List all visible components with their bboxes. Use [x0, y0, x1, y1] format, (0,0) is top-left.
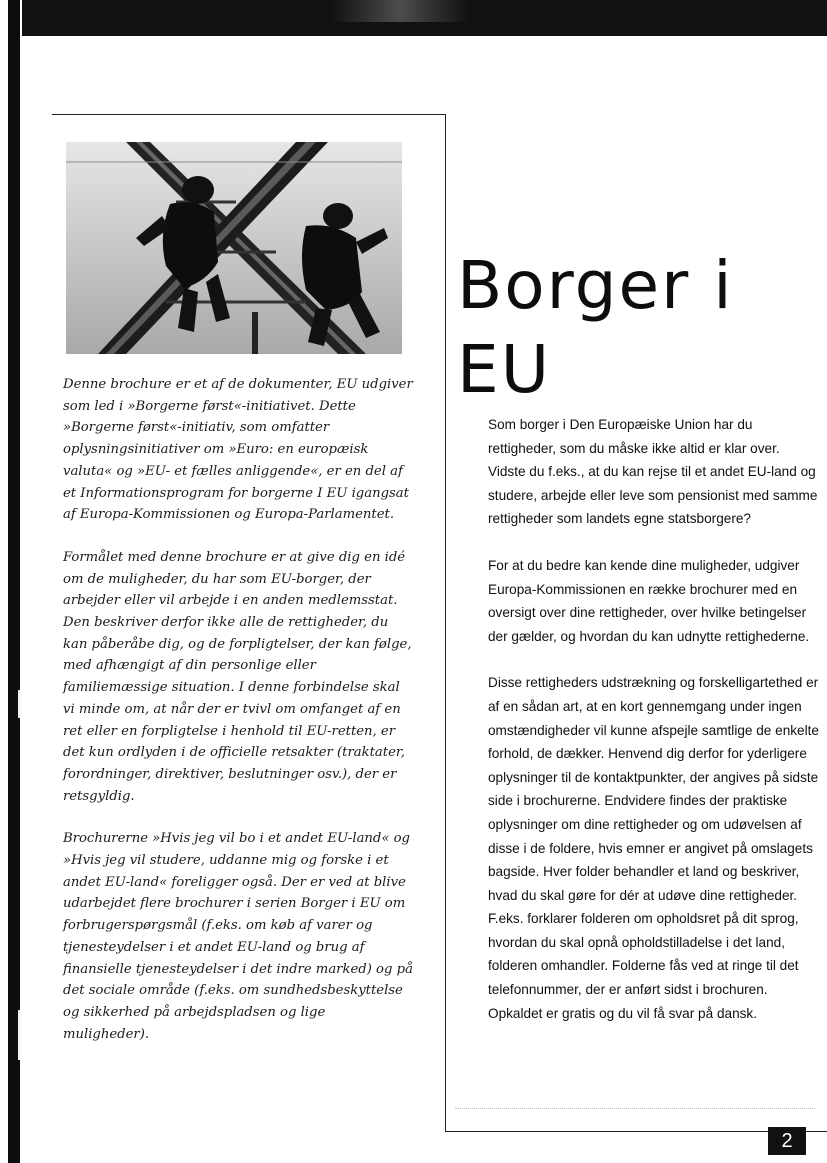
page-title — [457, 244, 817, 412]
footer-rule — [455, 1108, 815, 1109]
frame-top-rule — [52, 114, 446, 115]
intro-paragraph: Formålet med denne brochure er at give dig en idé om de muligheder, du har som EU-borger, der arbejder eller vil arbejde i en anden medlemsstat. Den beskriver derfor ikke alle de rettigheder, du kan påberåbe dig, og de forpligtelser, der kan følge, med afhængigt af din personlige eller familiemæssige situation. I denne forbindelse skal vi minde om, at når der er tvivl om omfanget af en ret eller en forpligtelse i henhold til EU-retten, er det kun ordlyden i de officielle retsakter (traktater, forordninger, direktiver, beslutninger osv.), der er retsgyldig. — [63, 549, 412, 804]
scan-edge-mark — [18, 1010, 21, 1060]
body-paragraph: For at du bedre kan kende dine muligheder, udgiver Europa-Kommissionen en række brochurer med en oversigt over dine rettigheder, over hvilke betingelser der gælder, og hvordan du kan udnytte rettighederne. — [488, 557, 810, 644]
page-number: 2 — [768, 1127, 806, 1155]
climbers-illustration — [66, 142, 402, 354]
body-column — [488, 413, 820, 1048]
scan-edge-mark — [18, 690, 21, 718]
intro-paragraph: Brochurerne »Hvis jeg vil bo i et andet EU-land« og »Hvis jeg vil studere, uddanne mig og forske i et andet EU-land« foreligger også. Der er ved at blive udarbejdet flere brochurer i serien Borger i EU om forbrugerspørgsmål (f.eks. om køb af varer og tjenesteydelser i et andet EU-land og brug af finansielle tjenesteydelser i det indre marked) og på det sociale område (f.eks. om sundhedsbeskyttelse og sikkerhed på arbejdspladsen og lige muligheder). — [63, 831, 413, 1042]
page-title-line: Borger i — [457, 247, 734, 324]
intro-paragraph: Denne brochure er et af de dokumenter, EU udgiver som led i »Borgerne først«-initiativet. Dette »Borgerne først«-initiativ, som omfatter oplysningsinitiativer om »Euro: en europæisk valuta« og »EU- et fælles anliggende«, er en del af et Informationsprogram for borgerne I EU igangsat af Europa-Kommissionen og Europa-Parlamentet. — [63, 377, 413, 523]
column-divider-rule — [445, 114, 446, 1132]
page-title-line: EU — [457, 331, 552, 408]
body-paragraph: Disse rettigheders udstrækning og forskelligartethed er af en sådan art, at en kort gennemgang under ingen omstændigheder vil kunne afspejle samtlige de enkelte forhold, de dækker. Henvend dig derfor for yderligere oplysninger til de kontaktpunkter, der angives på sidste side i brochurerne. Endvidere findes der praktiske oplysninger om dine rettigheder og om udøvelsen af disse i de foldere, hvis emner er angivet på omslagets bagside. Hver folder behandler et land og beskriver, hvad du skal gøre for dér at udøve dine rettigheder. F.eks. forklarer folderen om opholdsret på dit sprog, hvordan du skal opnå opholdstilladelse i det land, folderen omhandler. Folderne fås ved at ringe til det telefonnummer, der er anført sidst i brochuren. Opkaldet er gratis og du vil få svar på dansk. — [488, 675, 819, 1021]
climbers-photo — [66, 142, 402, 354]
intro-column — [63, 374, 413, 1066]
scan-top-edge-fade — [330, 0, 470, 22]
scan-left-edge — [8, 0, 20, 1163]
body-paragraph: Som borger i Den Europæiske Union har du rettigheder, som du måske ikke altid er klar over. Vidste du f.eks., at du kan rejse til et andet EU-land og studere, arbejde eller leve som pensionist med samme rettigheder som landets egne statsborgere? — [488, 417, 818, 527]
